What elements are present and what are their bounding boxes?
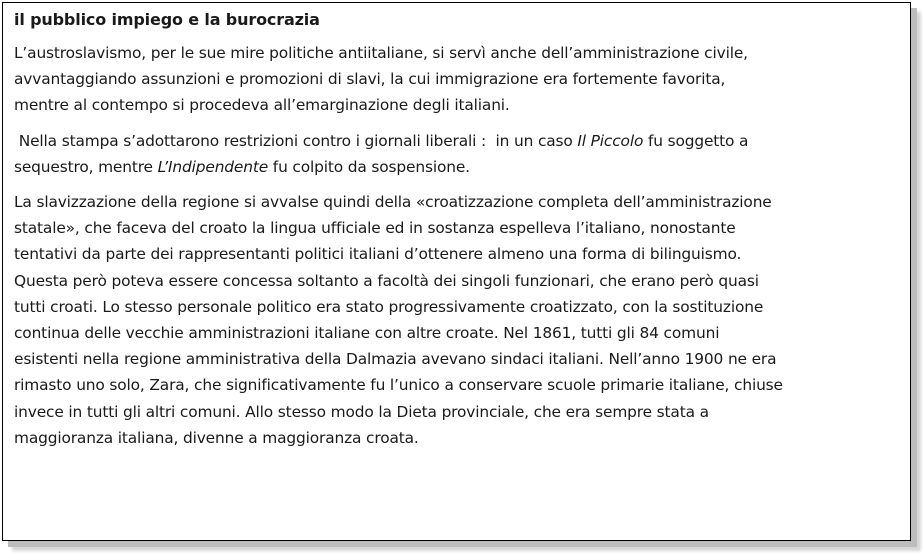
text-line — [14, 158, 470, 176]
text-line: tentativi da parte dei rappresentanti politici italiani d’ottenere almeno una forma di bilinguismo. — [14, 245, 742, 264]
text-segment: Nella stampa s’adottarono restrizioni contro i giornali liberali : in un caso — [14, 131, 578, 150]
text-line — [14, 132, 748, 150]
text-segment: fu colpito da sospensione. — [268, 157, 470, 176]
newspaper-title-il-piccolo: Il Piccolo — [577, 131, 644, 150]
text-line: esistenti nella regione amministrativa della Dalmazia avevano sindaci italiani. Nell’anno 1900 ne era — [14, 350, 777, 369]
text-line: statale», che faceva del croato la lingua ufficiale ed in sostanza espelleva l’italiano, nonostante — [14, 219, 736, 238]
text-line: maggioranza italiana, divenne a maggioranza croata. — [14, 428, 419, 447]
paragraph-3 — [14, 189, 902, 451]
text-line: invece in tutti gli altri comuni. Allo stesso modo la Dieta provinciale, che era sempre stata a — [14, 402, 709, 421]
newspaper-title-l-indipendente: L’Indipendente — [157, 157, 269, 176]
section-title: il pubblico impiego e la burocrazia — [14, 10, 320, 29]
text-line: tutti croati. Lo stesso personale politico era stato progressivamente croatizzato, con la sostituzione — [14, 297, 764, 316]
text-line: avvantaggiando assunzioni e promozioni di slavi, la cui immigrazione era fortemente favorita, — [14, 70, 726, 89]
text-segment: sequestro, mentre — [14, 157, 158, 176]
text-line: La slavizzazione della regione si avvalse quindi della «croatizzazione completa dell’amministrazione — [14, 193, 772, 212]
document-body — [14, 7, 902, 460]
paragraph-1 — [14, 40, 902, 119]
paragraph-2 — [14, 128, 902, 180]
text-line: L’austroslavismo, per le sue mire politiche antiitaliane, si servì anche dell’amministrazione civile, — [14, 44, 748, 62]
document-frame — [2, 2, 911, 541]
text-line: mentre al contempo si procedeva all’emarginazione degli italiani. — [14, 96, 510, 115]
text-line: continua delle vecchie amministrazioni italiane con altre croate. Nel 1861, tutti gli 84 comuni — [14, 324, 720, 343]
text-line: Questa però poteva essere concessa soltanto a facoltà dei singoli funzionari, che erano però quasi — [14, 271, 759, 290]
text-segment: fu soggetto a — [643, 131, 749, 150]
text-line: rimasto uno solo, Zara, che significativamente fu l’unico a conservare scuole primarie italiane, chiuse — [14, 376, 783, 395]
